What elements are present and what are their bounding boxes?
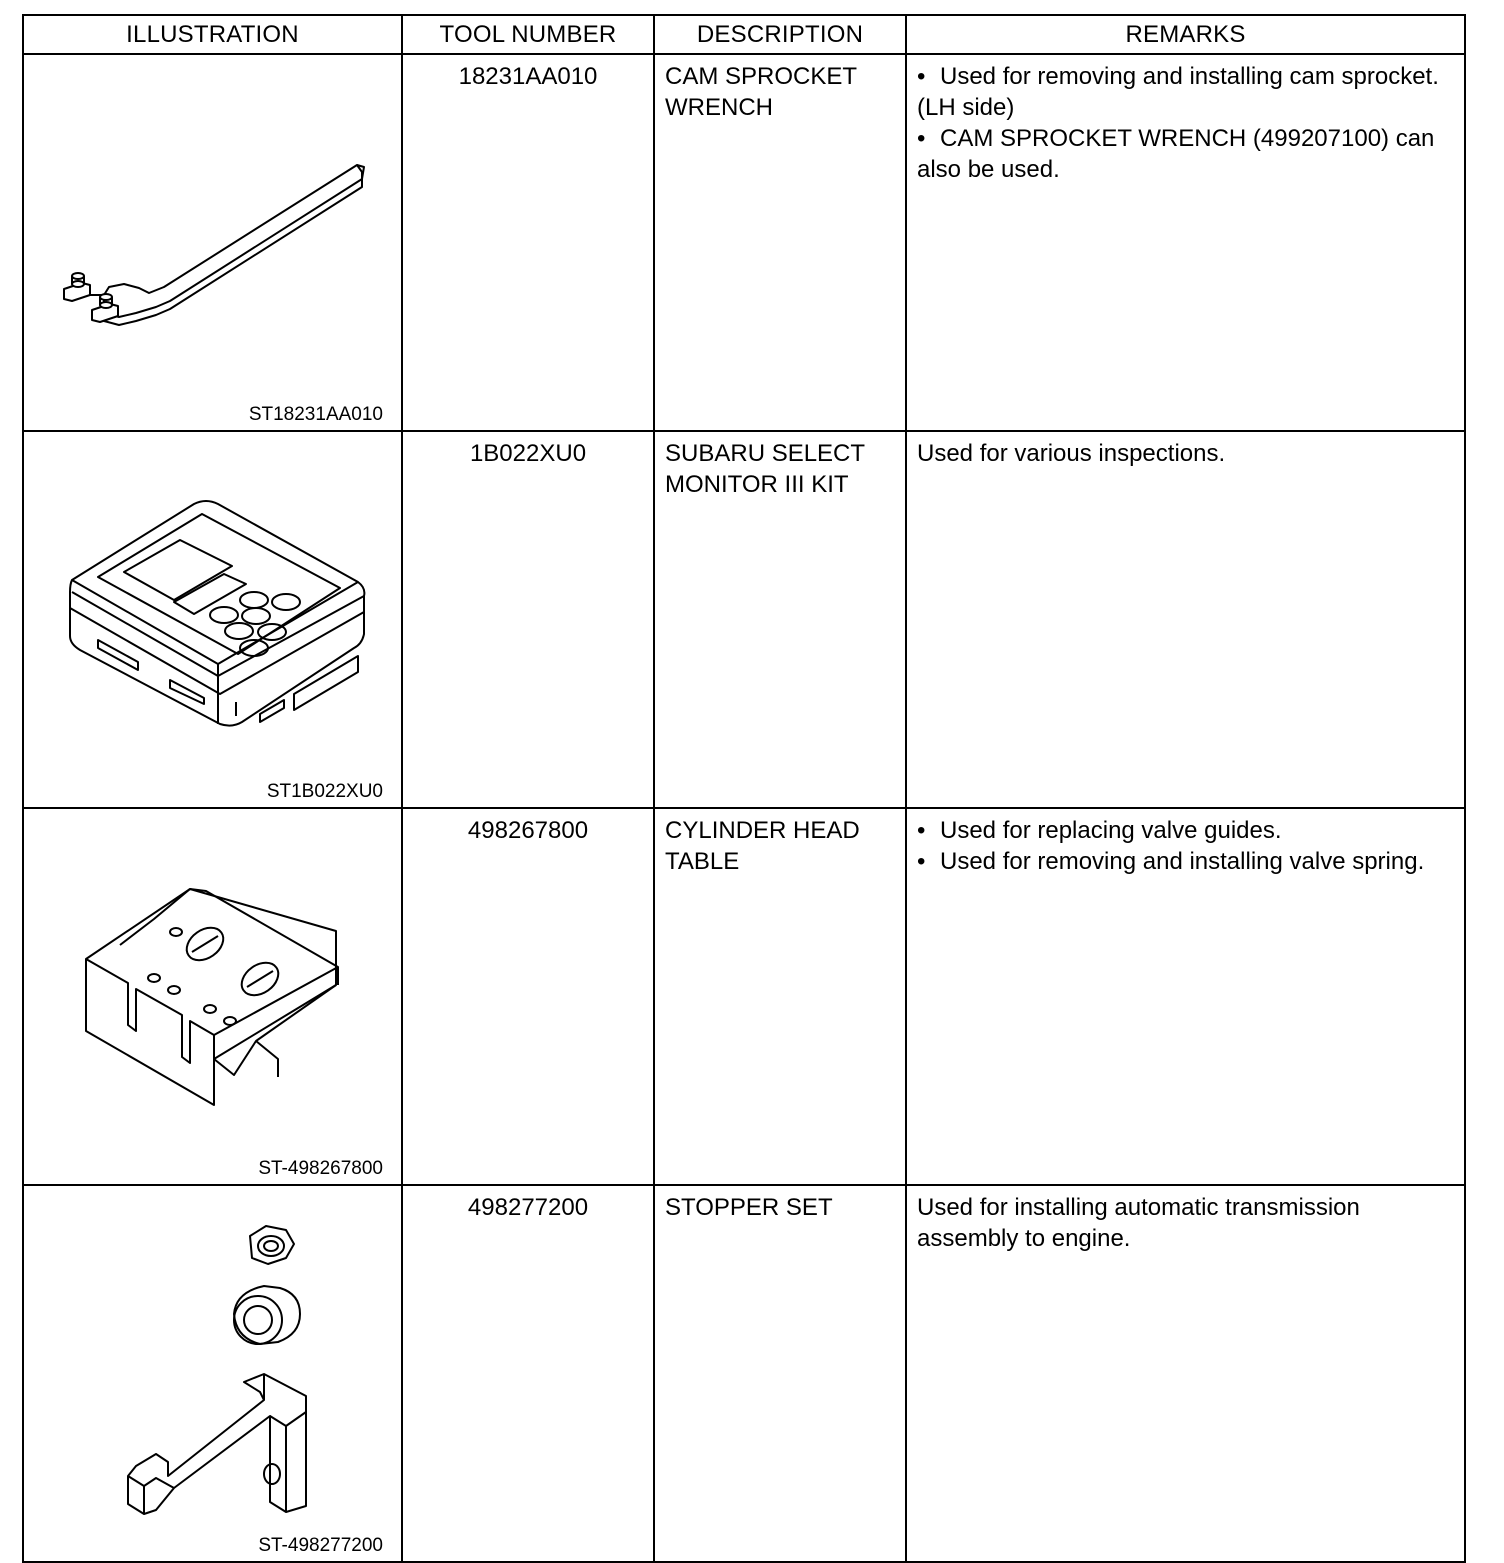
bullet-icon: •: [917, 817, 926, 844]
description-line: CAM SPROCKET: [665, 63, 858, 90]
illustration-cell: [23, 431, 402, 808]
tool-number: 498277200: [402, 1185, 654, 1562]
description-cell: [654, 808, 906, 1185]
remark-item: • Used for removing and installing cam sprocket. (LH side): [917, 63, 1439, 121]
illustration-cell: [23, 1185, 402, 1562]
description-line: MONITOR III KIT: [665, 471, 849, 498]
table-header-row: [23, 15, 1465, 54]
illustration-cell: [23, 808, 402, 1185]
stopper-set-illustration: [24, 1186, 400, 1551]
table-row: [23, 1185, 1465, 1562]
bullet-icon: •: [917, 848, 926, 875]
illustration-code: ST1B022XU0: [266, 781, 383, 802]
tool-number: 18231AA010: [402, 54, 654, 431]
header-description: DESCRIPTION: [654, 15, 906, 54]
tool-number: 498267800: [402, 808, 654, 1185]
remark-text: Used for installing automatic transmission assembly to engine.: [917, 1194, 1360, 1252]
remarks-cell: [906, 808, 1465, 1185]
tool-number: 1B022XU0: [402, 431, 654, 808]
select-monitor-kit-illustration: [24, 432, 400, 797]
remark-item: • Used for replacing valve guides.: [917, 817, 1282, 844]
description-line: WRENCH: [665, 94, 773, 121]
cam-sprocket-wrench-illustration: [24, 55, 400, 420]
illustration-code: ST18231AA010: [248, 404, 383, 425]
bullet-icon: •: [917, 63, 926, 90]
bullet-icon: •: [917, 125, 926, 152]
illustration-cell: [23, 54, 402, 431]
description-cell: [654, 431, 906, 808]
description-line: SUBARU SELECT: [665, 440, 866, 467]
table-row: [23, 54, 1465, 431]
table-row: [23, 808, 1465, 1185]
cylinder-head-table-illustration: [24, 809, 400, 1174]
special-tools-table: [22, 14, 1466, 1563]
description-line: CYLINDER HEAD: [665, 817, 860, 844]
table-row: [23, 431, 1465, 808]
header-illustration: ILLUSTRATION: [23, 15, 402, 54]
illustration-code: ST-498277200: [258, 1535, 383, 1556]
remarks-cell: [906, 54, 1465, 431]
remark-item: • CAM SPROCKET WRENCH (499207100) can also be used.: [917, 125, 1435, 183]
description-line: TABLE: [665, 848, 740, 875]
description-line: STOPPER SET: [665, 1194, 833, 1221]
remark-item: • Used for removing and installing valve spring.: [917, 848, 1425, 875]
description-cell: [654, 54, 906, 431]
illustration-code: ST-498267800: [258, 1158, 383, 1179]
description-cell: [654, 1185, 906, 1562]
header-remarks: REMARKS: [906, 15, 1465, 54]
header-tool-number: TOOL NUMBER: [402, 15, 654, 54]
remarks-cell: [906, 431, 1465, 808]
remarks-cell: [906, 1185, 1465, 1562]
remark-text: Used for various inspections.: [917, 440, 1226, 467]
